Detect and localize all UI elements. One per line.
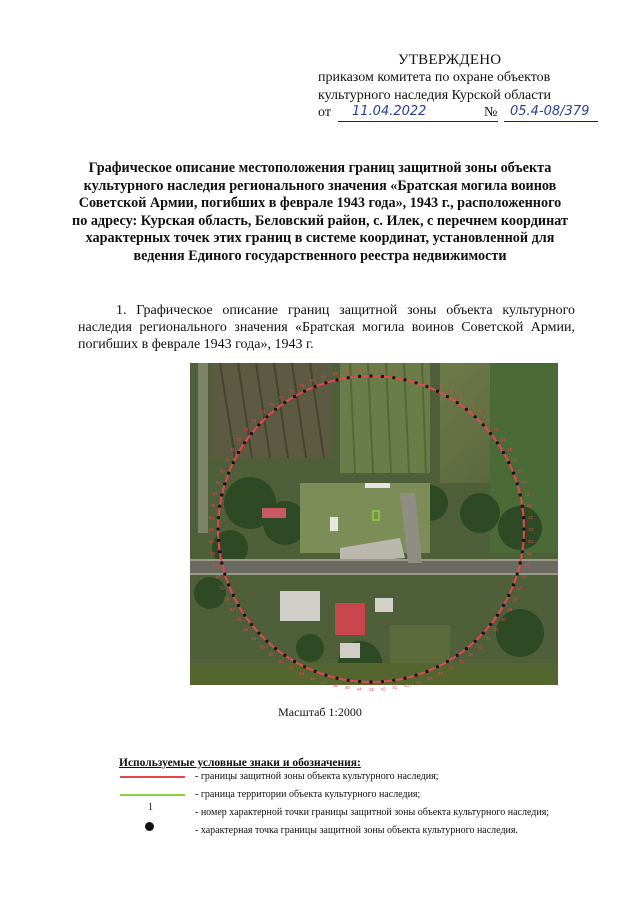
approval-heading: УТВЕРЖДЕНО: [398, 52, 502, 68]
boundary-point-number: 45: [344, 685, 350, 691]
boundary-point-number: 44: [356, 686, 362, 692]
boundary-point-number: 15: [507, 447, 513, 452]
boundary-point: [502, 604, 505, 607]
boundary-point: [250, 432, 253, 435]
approval-line-1: приказом комитета по охране объектов: [318, 70, 551, 85]
boundary-point-number: 19: [524, 491, 530, 497]
boundary-point-number: 48: [309, 675, 316, 681]
boundary-point: [358, 680, 361, 683]
paragraph-1-text: Графическое описание границ защитной зоны объекта культурного наследия регионального значения «Братская могила воинов Советской Армии, погибших в феврале 1943 года», 1943 г.: [78, 303, 575, 352]
boundary-point-number: 60: [215, 574, 221, 580]
boundary-point: [232, 594, 235, 597]
boundary-point-number: 54: [251, 635, 257, 641]
legend-green-line-sample: [120, 794, 185, 796]
boundary-point: [522, 539, 525, 542]
legend-item-protective-zone: - границы защитной зоны объекта культурного наследия;: [195, 771, 439, 782]
boundary-point: [436, 665, 439, 668]
boundary-point: [425, 670, 428, 673]
boundary-point-number: 49: [299, 671, 305, 677]
boundary-point: [392, 376, 395, 379]
boundary-point: [381, 375, 384, 378]
legend-item-object-territory: - граница территории объекта культурного наследия;: [195, 789, 421, 800]
boundary-point-number: 62: [210, 550, 216, 556]
satellite-map: [190, 363, 558, 692]
boundary-point-number: 47: [321, 679, 327, 685]
boundary-point: [324, 381, 327, 384]
boundary-point: [522, 527, 525, 530]
boundary-point-number: 32: [485, 635, 491, 641]
boundary-point-number: 9: [459, 394, 463, 400]
boundary-point: [502, 451, 505, 454]
boundary-point: [265, 415, 268, 418]
legend-number-sample: 1: [148, 802, 153, 813]
boundary-point-number: 40: [404, 683, 410, 688]
boundary-point: [392, 679, 395, 682]
legend-item-point-number: - номер характерной точки границы защитной зоны объекта культурного наследия;: [195, 807, 550, 818]
main-road: [190, 561, 558, 573]
boundary-point: [223, 482, 226, 485]
boundary-point-number: 75: [259, 409, 265, 415]
boundary-point: [335, 677, 338, 680]
boundary-point-number: 5: [416, 374, 420, 380]
shed: [375, 598, 393, 612]
boundary-point: [522, 516, 525, 519]
boundary-point-number: 14: [500, 436, 506, 442]
boundary-point: [243, 614, 246, 617]
boundary-point: [232, 461, 235, 464]
left-track: [198, 363, 208, 533]
boundary-point-number: 6: [428, 378, 431, 384]
boundary-point-number: 71: [229, 447, 235, 452]
boundary-point: [335, 378, 338, 381]
boundary-point-number: 74: [251, 418, 257, 424]
boundary-point: [519, 493, 522, 496]
boundary-point-number: 4: [405, 371, 408, 376]
garden-plot: [390, 625, 450, 665]
boundary-point: [436, 390, 439, 393]
boundary-point-number: 42: [380, 686, 386, 692]
boundary-point: [425, 385, 428, 388]
boundary-point: [521, 505, 524, 508]
boundary-point: [257, 423, 260, 426]
boundary-point: [519, 561, 522, 564]
boundary-point: [347, 679, 350, 682]
boundary-point-number: 37: [437, 671, 443, 677]
boundary-point-number: 36: [448, 665, 454, 671]
legend-item-point: - характерная точка границы защитной зоны объекта культурного наследия.: [195, 825, 519, 836]
boundary-point: [243, 441, 246, 444]
boundary-point-number: 3: [393, 368, 397, 374]
boundary-point: [216, 527, 219, 530]
boundary-point-number: 78: [288, 388, 294, 394]
boundary-point-number: 18: [521, 479, 527, 485]
boundary-point: [303, 390, 306, 393]
boundary-point: [446, 395, 449, 398]
approval-line-2: культурного наследия Курской области: [318, 88, 552, 103]
boundary-point: [314, 670, 317, 673]
boundary-point-number: 17: [517, 468, 523, 474]
legend-title: Используемые условные знаки и обозначения:: [119, 757, 361, 769]
boundary-point-number: 58: [224, 596, 230, 602]
boundary-point: [227, 583, 230, 586]
boundary-point-number: 83: [344, 368, 350, 374]
boundary-point: [456, 401, 459, 404]
boundary-point-number: 16: [512, 457, 518, 463]
white-structure: [365, 483, 390, 488]
boundary-point-number: 69: [219, 468, 225, 474]
boundary-point: [369, 680, 372, 683]
boundary-point-number: 73: [243, 427, 249, 433]
boundary-point: [415, 381, 418, 384]
boundary-point: [257, 632, 260, 635]
boundary-point-number: 80: [309, 378, 316, 384]
boundary-point-number: 34: [468, 652, 474, 658]
handwritten-date: 11.04.2022: [352, 104, 427, 119]
legend-red-line-sample: [120, 776, 185, 778]
from-label: от: [318, 105, 331, 120]
boundary-point: [474, 640, 477, 643]
boundary-point-number: 70: [224, 457, 230, 463]
boundary-point-number: 61: [212, 562, 218, 568]
boundary-point-number: 64: [208, 527, 214, 532]
boundary-point-number: 59: [219, 585, 225, 591]
boundary-point-number: 82: [332, 371, 338, 376]
boundary-point: [482, 632, 485, 635]
boundary-point: [403, 677, 406, 680]
boundary-point: [489, 623, 492, 626]
boundary-point-number: 7: [439, 382, 442, 388]
boundary-point-number: 84: [356, 367, 362, 373]
boundary-point-number: 29: [507, 607, 513, 612]
boundary-point: [324, 674, 327, 677]
boundary-point: [512, 583, 515, 586]
boundary-point-number: 20: [526, 503, 532, 509]
boundary-point-number: 56: [236, 617, 242, 623]
boundary-point-number: 43: [368, 687, 374, 692]
boundary-point-number: 68: [215, 479, 221, 485]
boundary-point-number: 8: [449, 388, 453, 394]
boundary-point: [489, 432, 492, 435]
number-label: №: [484, 105, 498, 120]
boundary-point: [358, 375, 361, 378]
boundary-point: [512, 472, 515, 475]
house-red: [335, 603, 365, 635]
boundary-point-number: 65: [208, 515, 214, 520]
boundary-point: [227, 472, 230, 475]
boundary-point-number: 24: [526, 550, 532, 556]
boundary-point-number: 30: [500, 617, 506, 623]
house-white: [280, 591, 320, 621]
boundary-point-number: 12: [485, 418, 491, 424]
boundary-point: [403, 378, 406, 381]
boundary-point-number: 79: [299, 382, 305, 388]
boundary-point: [283, 401, 286, 404]
boundary-point: [369, 374, 372, 377]
boundary-point-number: 67: [212, 491, 218, 497]
monument: [330, 517, 338, 531]
red-roof-building: [262, 508, 286, 518]
boundary-point-number: 63: [208, 539, 214, 544]
boundary-point-number: 25: [524, 562, 530, 568]
boundary-point-number: 53: [259, 644, 265, 650]
boundary-point-number: 51: [278, 659, 284, 665]
boundary-point-number: 46: [332, 683, 338, 688]
map-svg: [190, 363, 558, 692]
boundary-point: [496, 614, 499, 617]
boundary-point-number: 72: [236, 436, 242, 442]
boundary-point-number: 50: [288, 665, 294, 671]
boundary-point-number: 57: [229, 607, 235, 612]
boundary-point: [507, 461, 510, 464]
boundary-point: [217, 539, 220, 542]
boundary-point-number: 2: [381, 367, 385, 373]
boundary-point-number: 66: [210, 503, 216, 509]
boundary-point-number: 77: [278, 394, 284, 400]
boundary-point-number: 13: [493, 427, 499, 433]
boundary-point: [274, 647, 277, 650]
boundary-point: [415, 674, 418, 677]
boundary-point: [347, 376, 350, 379]
legend-dot-sample: [145, 822, 154, 831]
boundary-point: [303, 665, 306, 668]
boundary-point: [218, 505, 221, 508]
boundary-point: [465, 647, 468, 650]
boundary-point: [217, 516, 220, 519]
boundary-point: [250, 623, 253, 626]
boundary-point-number: 26: [521, 574, 527, 580]
boundary-point: [218, 550, 221, 553]
boundary-point-number: 28: [512, 596, 518, 602]
boundary-point: [283, 654, 286, 657]
handwritten-number: 05.4-08/379: [510, 104, 590, 119]
boundary-point: [496, 441, 499, 444]
boundary-point: [265, 640, 268, 643]
boundary-point: [237, 604, 240, 607]
boundary-point-number: 31: [493, 626, 499, 632]
boundary-point: [456, 654, 459, 657]
boundary-point-number: 22: [528, 527, 534, 532]
boundary-point: [516, 482, 519, 485]
map-scale: Масштаб 1:2000: [278, 705, 362, 719]
boundary-point-number: 81: [321, 374, 327, 380]
boundary-point-number: 55: [243, 626, 249, 632]
boundary-point-number: 76: [268, 401, 274, 407]
shed-2: [340, 643, 360, 658]
boundary-point: [220, 493, 223, 496]
boundary-point: [237, 451, 240, 454]
boundary-point-number: 11: [477, 409, 483, 415]
boundary-point: [521, 550, 524, 553]
boundary-point-number: 33: [477, 644, 483, 650]
boundary-point: [465, 408, 468, 411]
boundary-point: [381, 680, 384, 683]
paragraph-1: [78, 302, 575, 353]
boundary-point: [516, 573, 519, 576]
boundary-point-number: 35: [458, 659, 464, 665]
boundary-point: [314, 385, 317, 388]
boundary-point-number: 38: [426, 675, 433, 681]
document-title: Графическое описание местоположения границ защитной зоны объекта культурного наследия регионального значения «Братская могила воинов Советской Армии, погибших в феврале 1943 года», 1943 г., расположенного по адресу: Курская область, Беловский район, с. Илек, с перечнем координат характерных точек этих границ в системе координат, установленной для ведения Единого государственного реестра недвижимости: [72, 160, 568, 264]
boundary-point: [474, 415, 477, 418]
boundary-point: [482, 423, 485, 426]
boundary-point-number: 41: [392, 685, 398, 691]
boundary-point: [507, 594, 510, 597]
boundary-point-number: 27: [517, 585, 523, 591]
boundary-point: [293, 660, 296, 663]
boundary-point-number: 52: [268, 652, 274, 658]
boundary-point-number: 23: [528, 539, 534, 544]
boundary-point-number: 1: [369, 367, 373, 372]
boundary-point-number: 10: [468, 401, 474, 407]
paragraph-1-number: 1.: [116, 303, 127, 318]
boundary-point: [223, 573, 226, 576]
boundary-point: [220, 561, 223, 564]
boundary-point-number: 21: [528, 515, 534, 520]
boundary-point: [293, 395, 296, 398]
boundary-point-number: 39: [415, 679, 421, 685]
boundary-point: [274, 408, 277, 411]
boundary-point: [446, 660, 449, 663]
